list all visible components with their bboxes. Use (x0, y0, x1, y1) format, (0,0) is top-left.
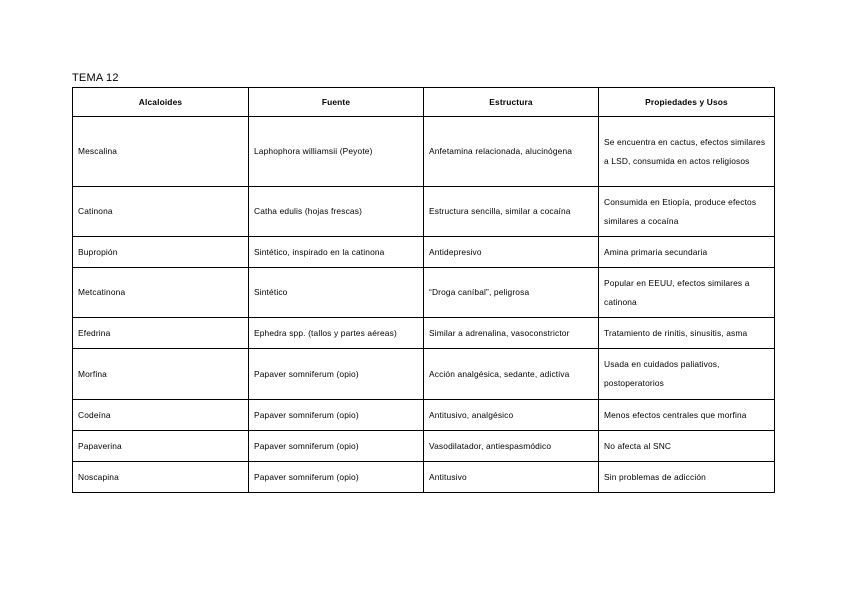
table-row (73, 268, 775, 318)
cell-alcaloide: Mescalina (73, 117, 249, 187)
cell-propiedades: No afecta al SNC (599, 431, 775, 462)
cell-alcaloide: Metcatinona (73, 268, 249, 318)
cell-estructura: Antitusivo (424, 462, 599, 493)
cell-propiedades: Se encuentra en cactus, efectos similares a LSD, consumida en actos religiosos (599, 117, 775, 187)
cell-alcaloide: Codeína (73, 400, 249, 431)
cell-fuente: Laphophora williamsii (Peyote) (249, 117, 424, 187)
cell-alcaloide: Efedrina (73, 318, 249, 349)
cell-propiedades: Usada en cuidados paliativos, postoperatorios (599, 349, 775, 400)
table-header-row (73, 88, 775, 117)
header-fuente: Fuente (249, 88, 424, 117)
cell-estructura: Estructura sencilla, similar a cocaína (424, 187, 599, 237)
cell-propiedades: Amina primaria secundaria (599, 237, 775, 268)
cell-estructura: Anfetamina relacionada, alucinógena (424, 117, 599, 187)
cell-estructura: “Droga caníbal”, peligrosa (424, 268, 599, 318)
cell-fuente: Papaver somniferum (opio) (249, 431, 424, 462)
cell-fuente: Papaver somniferum (opio) (249, 349, 424, 400)
table-row (73, 349, 775, 400)
table-row (73, 117, 775, 187)
table-row (73, 318, 775, 349)
cell-estructura: Antidepresivo (424, 237, 599, 268)
cell-propiedades: Sin problemas de adicción (599, 462, 775, 493)
cell-propiedades: Consumida en Etiopía, produce efectos similares a cocaína (599, 187, 775, 237)
cell-fuente: Sintético (249, 268, 424, 318)
cell-fuente: Catha edulis (hojas frescas) (249, 187, 424, 237)
alkaloids-table (72, 87, 775, 493)
cell-alcaloide: Morfina (73, 349, 249, 400)
cell-alcaloide: Noscapina (73, 462, 249, 493)
cell-alcaloide: Papaverina (73, 431, 249, 462)
header-propiedades: Propiedades y Usos (599, 88, 775, 117)
table-row (73, 400, 775, 431)
table-row (73, 462, 775, 493)
table-row (73, 187, 775, 237)
cell-propiedades: Tratamiento de rinitis, sinusitis, asma (599, 318, 775, 349)
cell-alcaloide: Bupropión (73, 237, 249, 268)
cell-estructura: Similar a adrenalina, vasoconstrictor (424, 318, 599, 349)
cell-fuente: Papaver somniferum (opio) (249, 462, 424, 493)
cell-estructura: Antitusivo, analgésico (424, 400, 599, 431)
cell-propiedades: Popular en EEUU, efectos similares a catinona (599, 268, 775, 318)
cell-fuente: Ephedra spp. (tallos y partes aéreas) (249, 318, 424, 349)
table-row (73, 431, 775, 462)
header-alcaloides: Alcaloides (73, 88, 249, 117)
header-estructura: Estructura (424, 88, 599, 117)
table-row (73, 237, 775, 268)
cell-fuente: Sintético, inspirado en la catinona (249, 237, 424, 268)
page-title: TEMA 12 (72, 72, 119, 84)
cell-fuente: Papaver somniferum (opio) (249, 400, 424, 431)
cell-alcaloide: Catinona (73, 187, 249, 237)
cell-estructura: Acción analgésica, sedante, adictiva (424, 349, 599, 400)
cell-estructura: Vasodilatador, antiespasmódico (424, 431, 599, 462)
cell-propiedades: Menos efectos centrales que morfina (599, 400, 775, 431)
